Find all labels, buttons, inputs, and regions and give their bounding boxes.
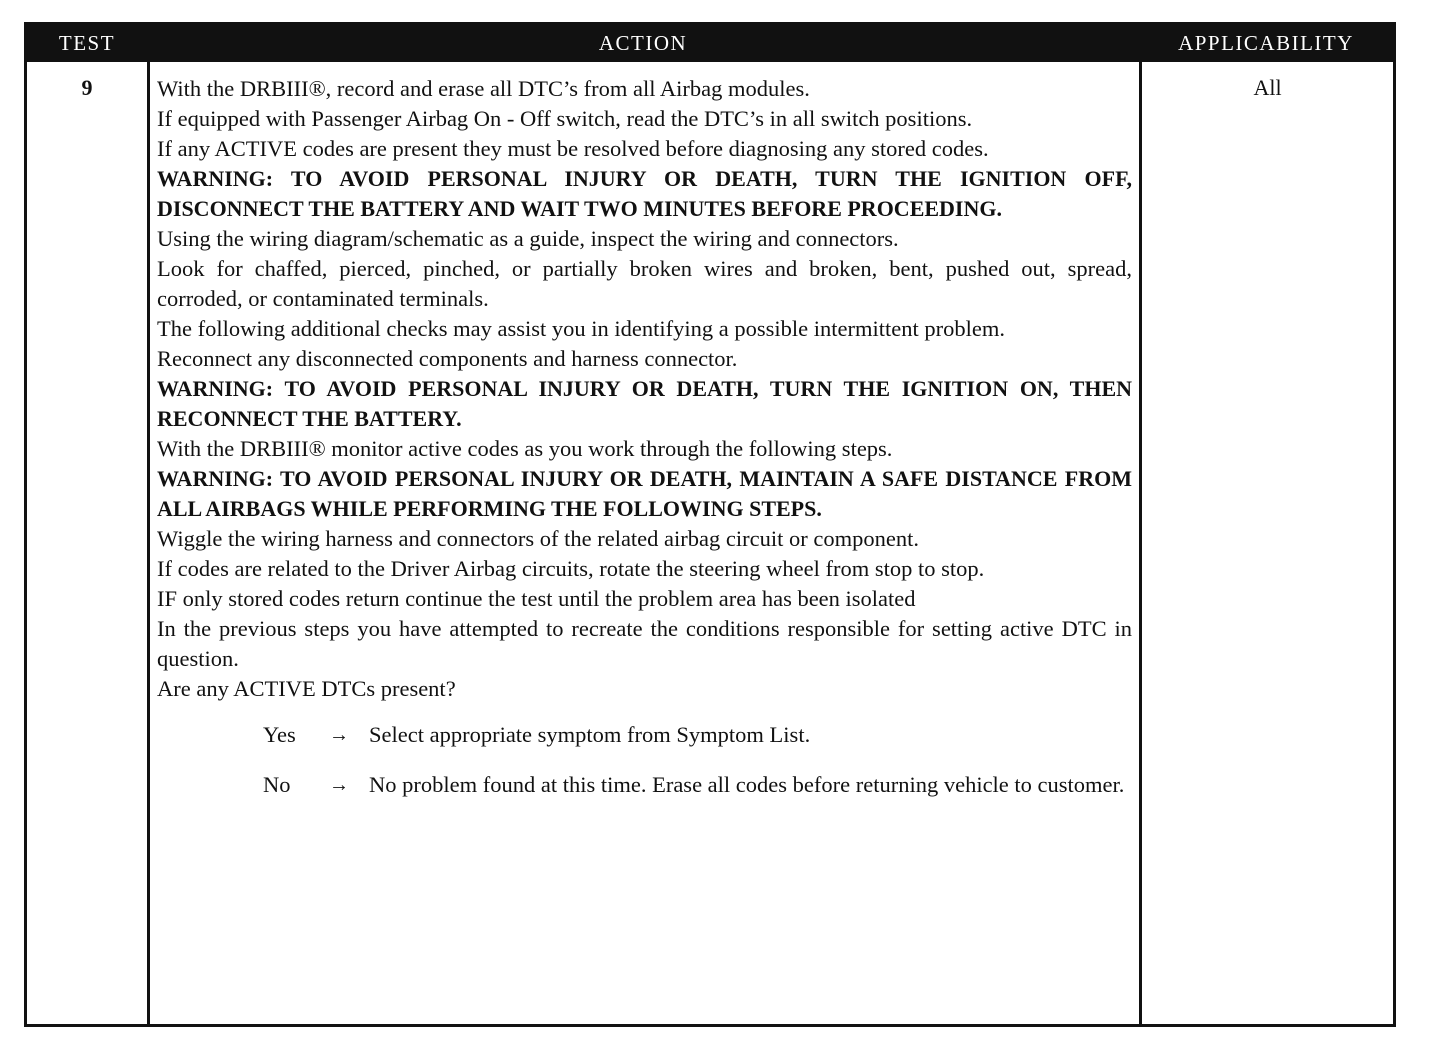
action-cell <box>157 74 1132 800</box>
instruction-paragraph: Are any ACTIVE DTCs present? <box>157 676 456 701</box>
instruction-paragraph: If equipped with Passenger Airbag On - Off switch, read the DTC’s in all switch positions. <box>157 106 973 131</box>
instruction-paragraph: With the DRBIII® monitor active codes as you work through the following steps. <box>157 436 893 461</box>
header-applicability: APPLICABILITY <box>1178 31 1354 55</box>
column-divider <box>1139 62 1142 1024</box>
outcome-text: Select appropriate symptom from Symptom List. <box>369 722 811 747</box>
outcome-text: No problem found at this time. Erase all codes before returning vehicle to customer. <box>369 772 1125 797</box>
instruction-paragraph: The following additional checks may assist you in identifying a possible intermittent problem. <box>157 316 1005 341</box>
header-test: TEST <box>58 31 116 55</box>
instruction-paragraph: IF only stored codes return continue the test until the problem area has been isolated <box>157 586 916 611</box>
instruction-paragraph: Using the wiring diagram/schematic as a guide, inspect the wiring and connectors. <box>157 226 899 251</box>
outcome-row <box>157 770 1132 800</box>
instruction-paragraph: Wiggle the wiring harness and connectors of the related airbag circuit or component. <box>157 526 919 551</box>
table-header-row <box>27 25 1393 62</box>
header-action: ACTION <box>598 31 688 55</box>
instruction-paragraph: If codes are related to the Driver Airbag circuits, rotate the steering wheel from stop to stop. <box>157 556 985 581</box>
warning-paragraph: WARNING: TO AVOID PERSONAL INJURY OR DEATH, TURN THE IGNITION ON, THEN RECONNECT THE BATTERY. <box>157 376 1132 431</box>
instruction-paragraph: If any ACTIVE codes are present they must be resolved before diagnosing any stored codes. <box>157 136 989 161</box>
outcome-label: Yes <box>263 722 296 747</box>
warning-paragraph: WARNING: TO AVOID PERSONAL INJURY OR DEATH, TURN THE IGNITION OFF, DISCONNECT THE BATTERY AND WAIT TWO MINUTES BEFORE PROCEEDING. <box>157 166 1132 221</box>
arrow-right-icon: → <box>329 774 349 796</box>
outcome-label: No <box>263 772 291 797</box>
instruction-paragraph: Look for chaffed, pierced, pinched, or partially broken wires and broken, bent, pushed out, spread, corroded, or contaminated terminals. <box>157 256 1132 311</box>
arrow-right-icon: → <box>329 724 349 746</box>
diagnostic-test-table <box>24 22 1396 1027</box>
instruction-paragraph: With the DRBIII®, record and erase all DTC’s from all Airbag modules. <box>157 76 810 101</box>
instruction-paragraph: In the previous steps you have attempted to recreate the conditions responsible for setting active DTC in question. <box>157 616 1132 671</box>
outcome-row <box>157 720 1132 750</box>
applicability-value: All <box>1253 75 1282 100</box>
column-divider <box>147 62 150 1024</box>
instruction-paragraph: Reconnect any disconnected components and harness connector. <box>157 346 738 371</box>
action-paragraphs <box>157 74 1132 704</box>
test-number: 9 <box>81 75 93 100</box>
warning-paragraph: WARNING: TO AVOID PERSONAL INJURY OR DEATH, MAINTAIN A SAFE DISTANCE FROM ALL AIRBAGS WHILE PERFORMING THE FOLLOWING STEPS. <box>157 466 1132 521</box>
action-outcomes <box>157 720 1132 800</box>
